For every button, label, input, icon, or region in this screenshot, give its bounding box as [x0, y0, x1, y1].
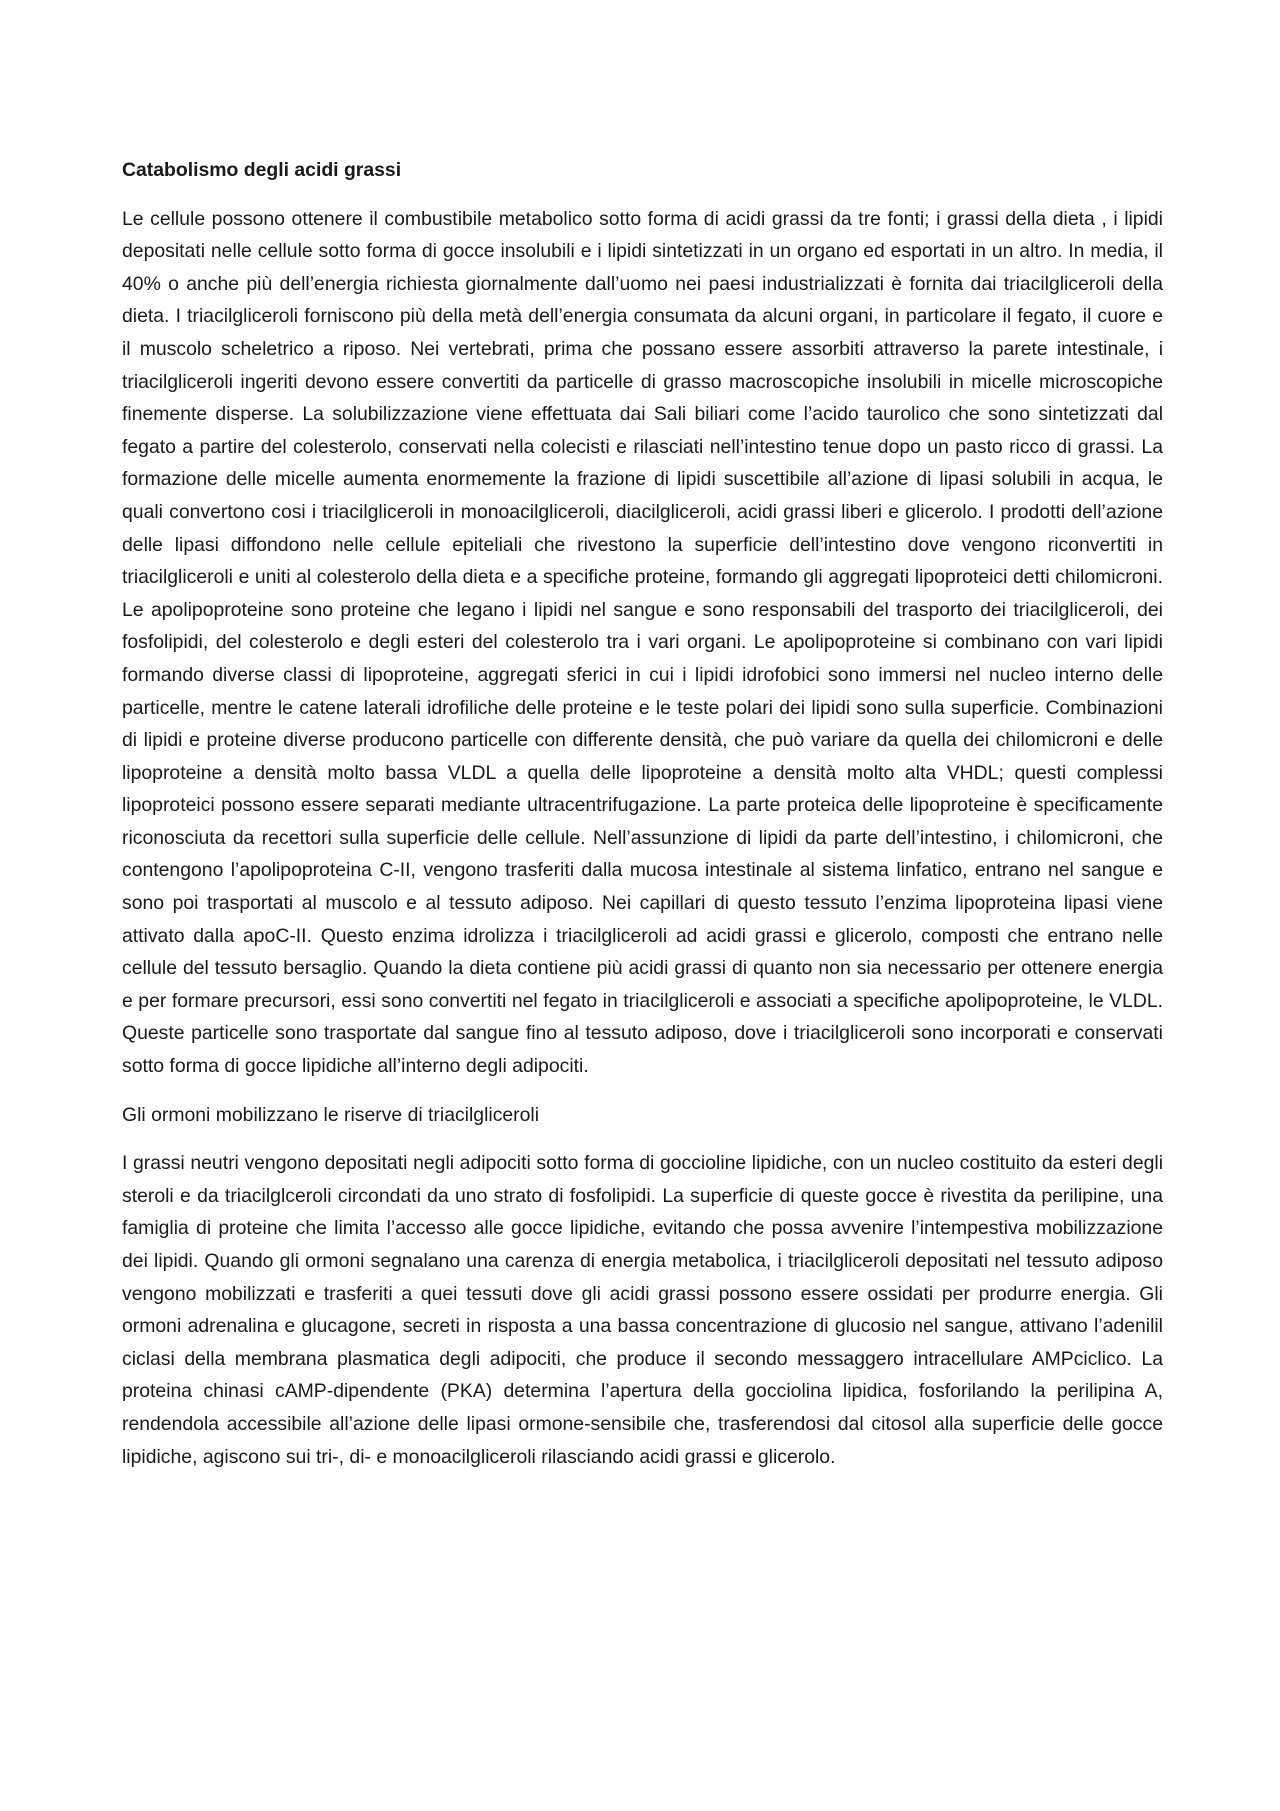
body-paragraph-2: I grassi neutri vengono depositati negli adipociti sotto forma di goccioline lipidiche, con un nucleo costituito da esteri degli steroli e da triacilglceroli circondati da uno strato di fosfolipidi. La superficie di queste gocce è rivestita da perilipine, una famiglia di proteine che limita l’accesso alle gocce lipidiche, evitando che possa avvenire l’intempestiva mobilizzazione dei lipidi. Quando gli ormoni segnalano una carenza di energia metabolica, i triacilgliceroli depositati nel tessuto adiposo vengono mobilizzati e trasferiti a quei tessuti dove gli acidi grassi possono essere ossidati per produrre energia. Gli ormoni adrenalina e glucagone, secreti in risposta a una bassa concentrazione di glucosio nel sangue, attivano l’adenilil ciclasi della membrana plasmatica degli adipociti, che produce il secondo messaggero intracellulare AMPciclico. La proteina chinasi cAMP-dipendente (PKA) determina l’apertura della gocciolina lipidica, fosforilando la perilipina A, rendendola accessibile all’azione delle lipasi ormone-sensibile che, trasferendosi dal citosol alla superficie delle gocce lipidiche, agiscono sui tri-, di- e monoacilgliceroli rilasciando acidi grassi e glicerolo. [122, 1152, 1163, 1468]
section-subheading: Gli ormoni mobilizzano le riserve di triacilgliceroli [122, 1103, 540, 1126]
document-page [122, 154, 1163, 1489]
body-paragraph-1: Le cellule possono ottenere il combustibile metabolico sotto forma di acidi grassi da tre fonti; i grassi della dieta , i lipidi depositati nelle cellule sotto forma di gocce insolubili e i lipidi sintetizzati in un organo ed esportati in un altro. In media, il 40% o anche più dell’energia richiesta giornalmente dall’uomo nei paesi industrializzati è fornita dai triacilgliceroli della dieta. I triacilgliceroli forniscono più della metà dell’energia consumata da alcuni organi, in particolare il fegato, il cuore e il muscolo scheletrico a riposo. Nei vertebrati, prima che possano essere assorbiti attraverso la parete intestinale, i triacilgliceroli ingeriti devono essere convertiti da particelle di grasso macroscopiche insolubili in micelle microscopiche finemente disperse. La solubilizzazione viene effettuata dai Sali biliari come l’acido taurolico che sono sintetizzati dal fegato a partire del colesterolo, conservati nella colecisti e rilasciati nell’intestino tenue dopo un pasto ricco di grassi. La formazione delle micelle aumenta enormemente la frazione di lipidi suscettibile all’azione di lipasi solubili in acqua, le quali convertono cosi i triacilgliceroli in monoacilgliceroli, diacilgliceroli, acidi grassi liberi e glicerolo. I prodotti dell’azione delle lipasi diffondono nelle cellule epiteliali che rivestono la superficie dell’intestino dove vengono riconvertiti in triacilgliceroli e uniti al colesterolo della dieta e a specifiche proteine, formando gli aggregati lipoproteici detti chilomicroni. Le apolipoproteine sono proteine che legano i lipidi nel sangue e sono responsabili del trasporto dei triacilgliceroli, dei fosfolipidi, del colesterolo e degli esteri del colesterolo tra i vari organi. Le apolipoproteine si combinano con vari lipidi formando diverse classi di lipoproteine, aggregati sferici in cui i lipidi idrofobici sono immersi nel nucleo interno delle particelle, mentre le catene laterali idrofiliche delle proteine e le teste polari dei lipidi sono sulla superficie. Combinazioni di lipidi e proteine diverse producono particelle con differente densità, che può variare da quella dei chilomicroni e delle lipoproteine a densità molto bassa VLDL a quella delle lipoproteine a densità molto alta VHDL; questi complessi lipoproteici possono essere separati mediante ultracentrifugazione. La parte proteica delle lipoproteine è specificamente riconosciuta da recettori sulla superficie delle cellule. Nell’assunzione di lipidi da parte dell’intestino, i chilomicroni, che contengono l’apolipoproteina C-II, vengono trasferiti dalla mucosa intestinale al sistema linfatico, entrano nel sangue e sono poi trasportati al muscolo e al tessuto adiposo. Nei capillari di questo tessuto l’enzima lipoproteina lipasi viene attivato dalla apoC-II. Questo enzima idrolizza i triacilgliceroli ad acidi grassi e glicerolo, composti che entrano nelle cellule del tessuto bersaglio. Quando la dieta contiene più acidi grassi di quanto non sia necessario per ottenere energia e per formare precursori, essi sono convertiti nel fegato in triacilgliceroli e associati a specifiche apolipoproteine, le VLDL. Queste particelle sono trasportate dal sangue fino al tessuto adiposo, dove i triacilgliceroli sono incorporati e conservati sotto forma di gocce lipidiche all’interno degli adipociti. [122, 207, 1163, 1078]
document-title: Catabolismo degli acidi grassi [122, 159, 402, 181]
